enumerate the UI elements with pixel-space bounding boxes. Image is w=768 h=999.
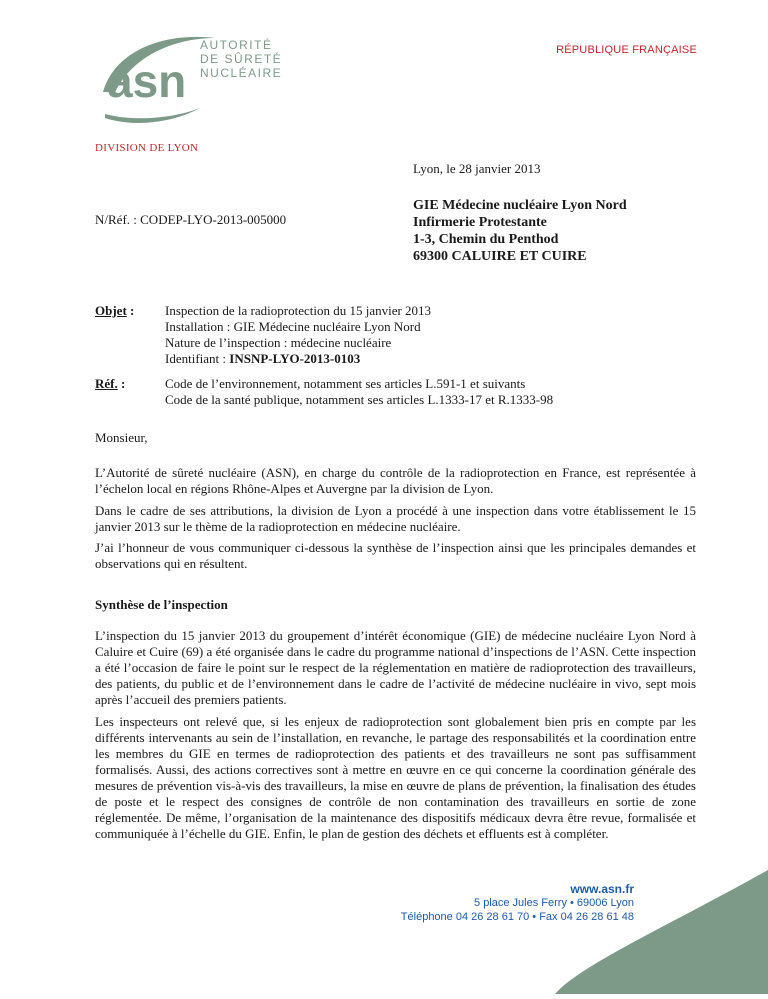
section-title: Synthèse de l’inspection [95,597,228,612]
identifiant-label: Identifiant : [165,351,227,366]
division-name: DIVISION DE LYON [95,142,199,154]
logo-line-1: AUTORITÉ [200,38,273,52]
ref-label: Réf. [95,376,118,391]
ref-line: Code de l’environnement, notamment ses articles L.591-1 et suivants [165,376,526,391]
logo-line-2: DE SÛRETÉ [200,52,283,66]
objet-line: Inspection de la radioprotection du 15 janvier 2013 [165,303,432,318]
recipient-line: Infirmerie Protestante [413,215,547,230]
logo-acronym: asn [107,55,187,107]
paragraph-5: Les inspecteurs ont relevé que, si les enjeux de radioprotection sont globalement bien pris en compte par les différents intervenants au sein de l’installation, en revanche, le partage des responsabilités et la coordination entre les membres du GIE en termes de radioprotection des patients et des travailleurs ne sont pas suffisamment formalisés. Aussi, des actions correctives sont à mettre en œuvre en ce qui concerne la coordination générale des mesures de prévention vis-à-vis des travailleurs, la mise en œuvre de plans de prévention, la finalisation des études de poste et le respect des consignes de contrôle de non contamination des travailleurs en sortie de zone réglementée. De même, l’organisation de la maintenance des dispositifs médicaux devra être revue, formalisée et communiquée à l’échelle du GIE. Enfin, le plan de gestion des déchets et effluents est à compléter. [95,714,696,841]
footer-address: 5 place Jules Ferry • 69006 Lyon [474,897,634,909]
identifiant-value: INSNP-LYO-2013-0103 [229,351,361,366]
paragraph-1: L’Autorité de sûreté nucléaire (ASN), en charge du contrôle de la radioprotection en France, est représentée à l’échelon local en régions Rhône-Alpes et Auvergne par la division de Lyon. [95,465,696,496]
objet-line: Installation : GIE Médecine nucléaire Lyon Nord [165,319,421,334]
footer-swoosh-icon [520,870,768,994]
objet-label: Objet [95,303,127,318]
ref-label-row: Réf. : [95,376,126,391]
objet-label-row: Objet : [95,303,135,318]
recipient-line: 1-3, Chemin du Penthod [413,232,559,247]
asn-logo [95,30,295,130]
footer-phone: Téléphone 04 26 28 61 70 • Fax 04 26 28 61 48 [400,911,634,923]
paragraph-2: Dans le cadre de ses attributions, la division de Lyon a procédé à une inspection dans votre établissement le 15 janvier 2013 sur le thème de la radioprotection en médecine nucléaire. [95,503,696,534]
recipient-line: GIE Médecine nucléaire Lyon Nord [413,198,627,213]
republique-francaise: RÉPUBLIQUE FRANÇAISE [556,44,697,56]
letter-reference: N/Réf. : CODEP-LYO-2013-005000 [95,212,287,227]
objet-line: Nature de l’inspection : médecine nucléaire [165,335,392,350]
paragraph-4: L’inspection du 15 janvier 2013 du groupement d’intérêt économique (GIE) de médecine nucléaire Lyon Nord à Caluire et Cuire (69) a été organisée dans le cadre du programme national d’inspections de l’ASN. Cette inspection a été l’occasion de faire le point sur le respect de la réglementation en matière de radioprotection des travailleurs, des patients, du public et de l’environnement dans le cadre de l’activité de médecine nucléaire in vivo, sept mois après l’accueil des premiers patients. [95,628,696,707]
identifiant-line [165,351,431,367]
ref-content [165,376,553,408]
paragraph-3: J’ai l’honneur de vous communiquer ci-dessous la synthèse de l’inspection ainsi que les principales demandes et observations qui en résultent. [95,540,696,571]
letter-date: Lyon, le 28 janvier 2013 [413,161,541,176]
objet-content [165,303,431,367]
footer-swoosh [520,870,768,994]
logo-line-3: NUCLÉAIRE [200,66,283,80]
footer-url[interactable]: www.asn.fr [570,882,634,896]
salutation: Monsieur, [95,430,148,445]
recipient-line: 69300 CALUIRE ET CUIRE [413,249,587,264]
ref-line: Code de la santé publique, notamment ses articles L.1333-17 et R.1333-98 [165,392,554,407]
recipient-address [413,197,627,265]
